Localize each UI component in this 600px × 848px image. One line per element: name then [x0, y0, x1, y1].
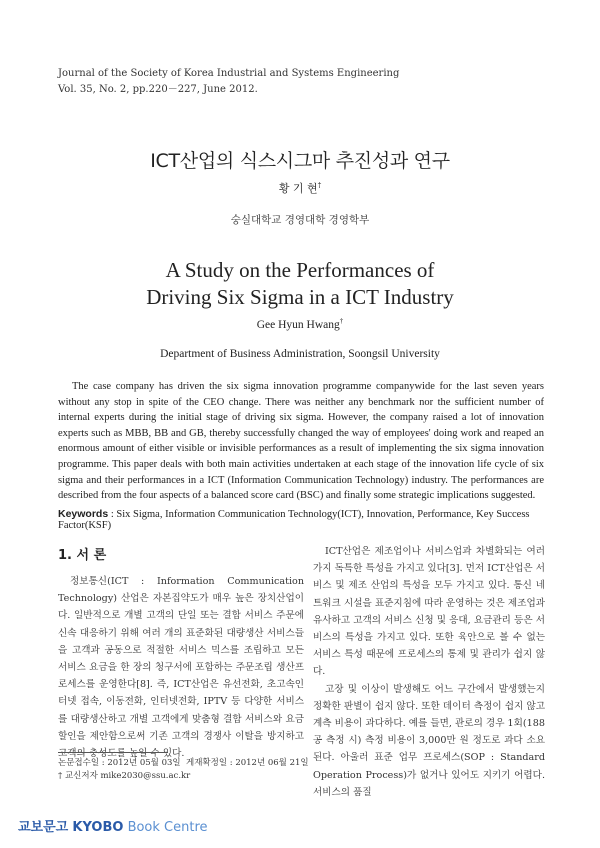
left-column-text: 정보통신(ICT : Information Communication Technology) 산업은 자본집약도가 매우 높은 장치산업이다. 일반적으로 개별 고객의 단일 또는 결합 서비스 주문에 신속 대응하기 위해 여러 개의 표준화된 대량생산 서비스들을 고객과 공동으로 적절한 서비스 믹스를 조립하고 모든 서비스 요금을 한 장의 청구서에 포함하는 주문조립 생산프로세스를 운영한다[8]. 즉, ICT산업은 유선전화, 초고속인터넷 접속, 이동전화, 인터넷전화, IPTV 등 다양한 서비스를 대량생산하고 개별 고객에게 맞춤형 결합 서비스와 요금할인을 제안함으로써 기존 고객의 경쟁사 이탈을 방지하고 고객의 충성도를 높일 수 있다.: [58, 576, 304, 760]
korean-affiliation: 숭실대학교 경영대학 경영학부: [230, 214, 370, 226]
korean-title: ICT산업의 식스시그마 추진성과 연구: [150, 150, 450, 172]
korean-author: 황 기 현†: [278, 181, 322, 195]
right-column: [313, 543, 545, 801]
received-date: 논문접수일 : 2012년 05월 03일: [58, 758, 181, 768]
section-heading: 1. 서 론: [58, 548, 107, 563]
english-affiliation: Department of Business Administration, Soongsil University: [160, 348, 440, 360]
keywords-text: : Six Sigma, Information Communication Technology(ICT), Innovation, Performance, Key Success Factor(KSF): [58, 509, 530, 531]
abstract: The case company has driven the six sigma innovation programme companywide for the last seven years without any stop in spite of the CEO change. There was neither any benchmark nor the sufficient number of internal experts during the initial stage of driving six sigma. However, the company raised a lot of innovation experts such as MBB, BB and GB, thereby successfully changed the way of employees' doing work and reaped an enormous amount of either visible or invisible performances as a result of implementing the six sigma innovation programme. This paper deals with both main activities undertaken at each stage of the innovation life cycle of six sigma and their performances in a ICT (Information Communication Technology) industry. The performances are described from the four aspects of a balanced score card (BSC) and finally some strategic implications suggested.: [58, 381, 544, 502]
footnote-rule: [58, 752, 168, 753]
kyobo-logo: 교보문고 KYOBO Book Centre: [18, 820, 208, 835]
keywords-label: Keywords: [58, 508, 109, 520]
author-mark: †: [317, 181, 322, 190]
corresponding-author: † 교신저자 mike2030@ssu.ac.kr: [58, 771, 191, 781]
right-paragraph-1: ICT산업은 제조업이나 서비스업과 차별화되는 여러 가지 독특한 특성을 가지고 있다[3]. 먼저 ICT산업은 서비스 및 제조 산업의 특성을 모두 가지고 있다. 통신 네트워크 시설을 표준지침에 따라 운영하는 것은 제조업과 유사하고 고객의 서비스 신청 및 응대, 요금관리 등은 서비스의 특성을 가지고 있다. 또한 육안으로 볼 수 없는 서비스 특성 때문에 프로세스의 통제 및 관리가 쉽지 않다.: [313, 546, 545, 678]
right-paragraph-2: 고장 및 이상이 발생해도 어느 구간에서 발생했는지 정확한 판별이 쉽지 않다. 또한 데이터 측정이 쉽지 않고 계측 비용이 과다하다. 예를 들면, 관로의 경우 1회(188공 측정 시) 측정 비용이 3,000만 원 정도로 과다 소요된다. 아울러 표준 업무 프로세스(SOP : Standard Operation Process)가 없거나 있어도 지키기 어렵다. 서비스의 품질: [313, 683, 545, 798]
journal-name: Journal of the Society of Korea Industrial and Systems Engineering: [58, 68, 400, 79]
journal-header: [58, 66, 399, 98]
accepted-date: 게재확정일 : 2012년 06월 21일: [186, 758, 309, 768]
keywords: [58, 508, 548, 531]
journal-volume: Vol. 35, No. 2, pp.220－227, June 2012.: [58, 84, 258, 95]
author-mark: †: [339, 317, 344, 325]
english-title: A Study on the Performances of Driving Six Sigma in a ICT Industry: [146, 258, 454, 309]
english-author: Gee Hyun Hwang†: [256, 317, 344, 331]
